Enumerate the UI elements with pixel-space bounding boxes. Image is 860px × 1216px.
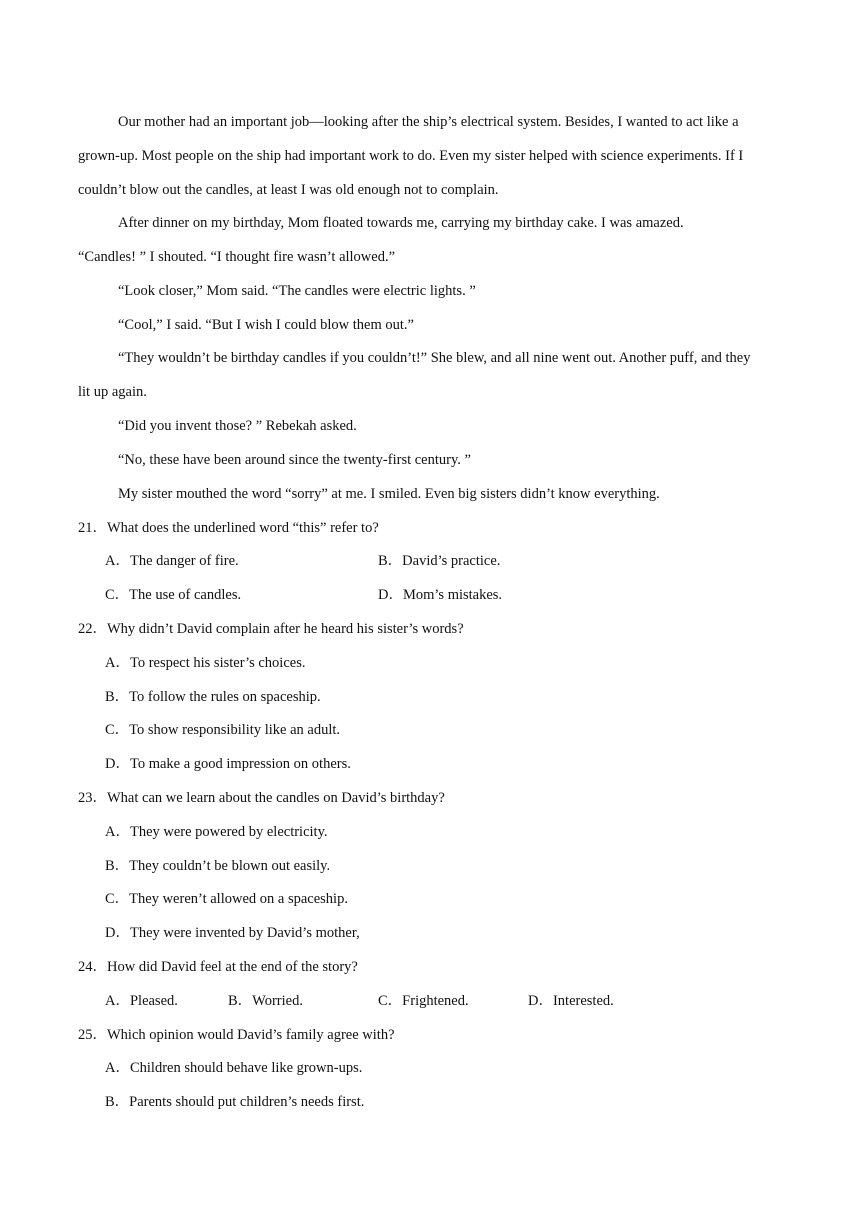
question-22-option-b: B．To follow the rules on spaceship.	[105, 689, 321, 705]
question-22-option-c: C．To show responsibility like an adult.	[105, 722, 340, 738]
passage-paragraph-4: “Cool,” I said. “But I wish I could blow them out.”	[118, 317, 414, 333]
question-21-option-c: C．The use of candles.	[105, 587, 242, 603]
passage-paragraph-8: My sister mouthed the word “sorry” at me. I smiled. Even big sisters didn’t know everything.	[118, 486, 660, 502]
passage-paragraph-5-line-2: lit up again.	[78, 384, 147, 400]
question-23-option-c: C．They weren’t allowed on a spaceship.	[105, 891, 348, 907]
question-23-option-d: D．They were invented by David’s mother,	[105, 925, 360, 941]
question-24-option-b: B．Worried.	[228, 993, 303, 1009]
passage-paragraph-2-line-1: After dinner on my birthday, Mom floated towards me, carrying my birthday cake. I was amazed.	[118, 215, 684, 231]
question-23-option-a: A．They were powered by electricity.	[105, 824, 328, 840]
question-25-stem: 25．Which opinion would David’s family agree with?	[78, 1027, 395, 1043]
question-22-stem: 22．Why didn’t David complain after he heard his sister’s words?	[78, 621, 464, 637]
question-25-option-a: A．Children should behave like grown-ups.	[105, 1060, 363, 1076]
question-25-option-b: B．Parents should put children’s needs first.	[105, 1094, 365, 1110]
question-22-option-d: D．To make a good impression on others.	[105, 756, 351, 772]
question-21-option-d: D．Mom’s mistakes.	[378, 587, 503, 603]
question-24-stem: 24．How did David feel at the end of the story?	[78, 959, 358, 975]
question-24-option-a: A．Pleased.	[105, 993, 178, 1009]
question-23-option-b: B．They couldn’t be blown out easily.	[105, 858, 331, 874]
passage-paragraph-3: “Look closer,” Mom said. “The candles were electric lights. ”	[118, 283, 476, 299]
question-21-option-b: B．David’s practice.	[378, 553, 501, 569]
question-21-option-a: A．The danger of fire.	[105, 553, 239, 569]
question-24-option-d: D．Interested.	[528, 993, 614, 1009]
passage-paragraph-1-line-1: Our mother had an important job—looking after the ship’s electrical system. Besides, I wanted to act like a	[118, 114, 739, 130]
passage-paragraph-5-line-1: “They wouldn’t be birthday candles if you couldn’t!” She blew, and all nine went out. Another puff, and they	[118, 350, 751, 366]
passage-paragraph-1-line-2: grown-up. Most people on the ship had important work to do. Even my sister helped with science experiments. If I	[78, 148, 744, 164]
question-21-stem: 21．What does the underlined word “this” refer to?	[78, 520, 379, 536]
passage-paragraph-7: “No, these have been around since the twenty-first century. ”	[118, 452, 471, 468]
passage-paragraph-6: “Did you invent those? ” Rebekah asked.	[118, 418, 357, 434]
question-24-option-c: C．Frightened.	[378, 993, 469, 1009]
passage-paragraph-2-line-2: “Candles! ” I shouted. “I thought fire wasn’t allowed.”	[78, 249, 396, 265]
passage-paragraph-1-line-3: couldn’t blow out the candles, at least I was old enough not to complain.	[78, 182, 499, 198]
question-23-stem: 23．What can we learn about the candles on David’s birthday?	[78, 790, 445, 806]
question-22-option-a: A．To respect his sister’s choices.	[105, 655, 306, 671]
